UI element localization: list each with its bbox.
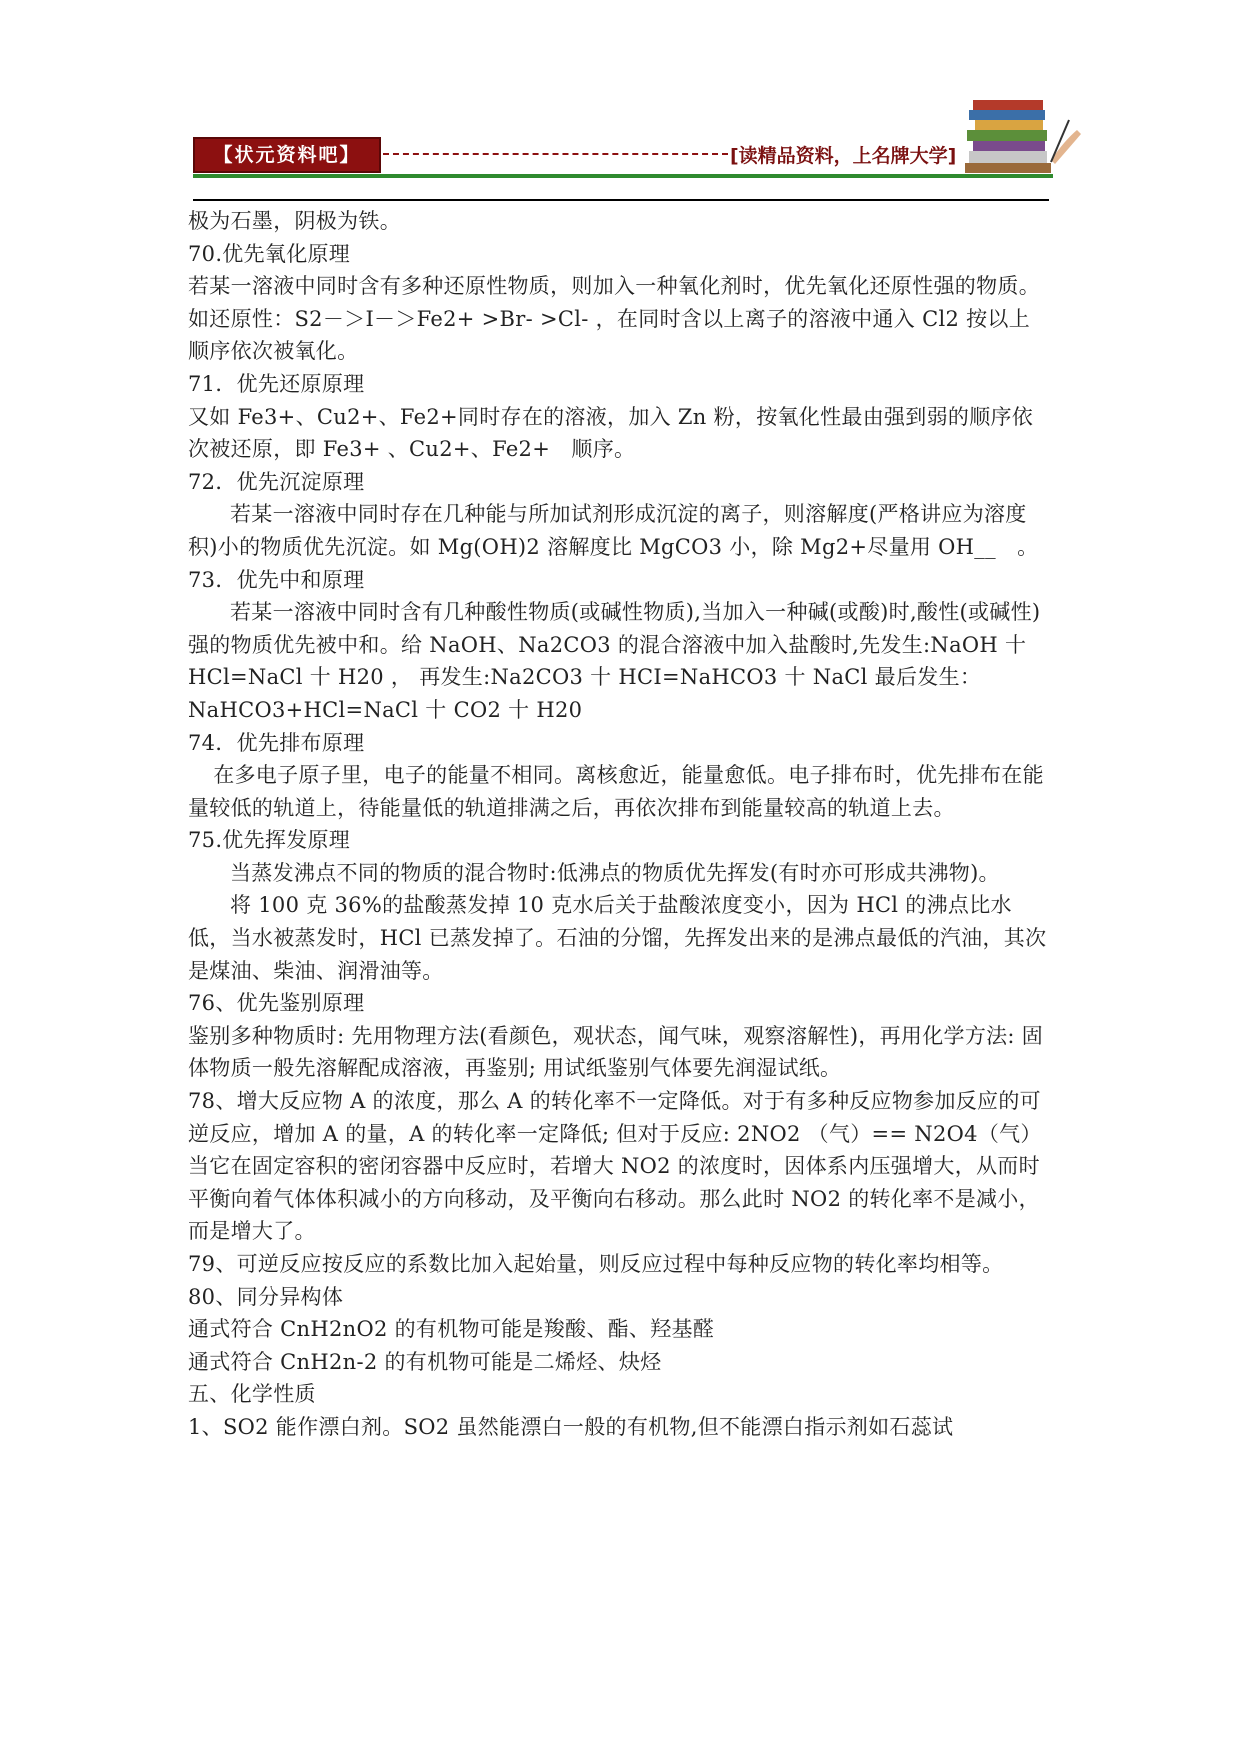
- section-heading: 70.优先氧化原理: [188, 241, 351, 266]
- text-line: 通式符合 CnH2nO2 的有机物可能是羧酸、酯、羟基醛: [188, 1317, 715, 1342]
- brand-logo: 【状元资料吧】: [193, 137, 381, 173]
- paragraph: 78、增大反应物 A 的浓度，那么 A 的转化率不一定降低。对于有多种反应物参加反应的可逆反应，增加 A 的量，A 的转化率一定降低; 但对于反应: 2NO2 （气）== N2O4（气）当它在固定容积的密闭容器中反应时，若增大 NO2 的浓度时，因体系内压强增大，从而时平衡向着气体体积减小的方向移动，及平衡向右移动。那么此时 NO2 的转化率不是减小，而是增大了。: [188, 1089, 1042, 1244]
- page-header: [0, 0, 1241, 205]
- document-body: [188, 205, 1048, 1444]
- paragraph: 若某一溶液中同时存在几种能与所加试剂形成沉淀的离子，则溶解度(严格讲应为溶度积)小的物质优先沉淀。如 Mg(OH)2 溶解度比 MgCO3 小，除 Mg2+尽量用 OH__ 。: [188, 502, 1039, 559]
- header-divider: [193, 199, 1049, 201]
- text-line: 通式符合 CnH2n-2 的有机物可能是二烯烃、炔烃: [188, 1349, 662, 1374]
- text-line: 1、SO2 能作漂白剂。SO2 虽然能漂白一般的有机物,但不能漂白指示剂如石蕊试: [188, 1414, 954, 1439]
- paragraph: 鉴别多种物质时: 先用物理方法(看颜色，观状态，闻气味，观察溶解性)，再用化学方法: 固体物质一般先溶解配成溶液，再鉴别; 用试纸鉴别气体要先润湿试纸。: [188, 1023, 1044, 1081]
- text-line: 极为石墨，阴极为铁。: [188, 209, 401, 233]
- paragraph: 79、可逆反应按反应的系数比加入起始量，则反应过程中每种反应物的转化率均相等。: [188, 1252, 1004, 1276]
- header-green-bar: [193, 174, 1053, 178]
- header-dashed-line: [383, 153, 728, 155]
- paragraph: 若某一溶液中同时含有几种酸性物质(或碱性物质),当加入一种碱(或酸)时,酸性(或碱性)强的物质优先被中和。给 NaOH、Na2CO3 的混合溶液中加入盐酸时,先发生:NaOH 十 HCl=NaCl 十 H20 ， 再发生:Na2CO3 十 HCI=NaHCO3 十 NaCl 最后发生：NaHCO3+HCl=NaCl 十 CO2 十 H20: [188, 600, 1041, 722]
- section-heading: 76、优先鉴别原理: [188, 991, 365, 1016]
- paragraph: 又如 Fe3+、Cu2+、Fe2+同时存在的溶液，加入 Zn 粉，按氧化性最由强到弱的顺序依次被还原，即 Fe3+ 、Cu2+、Fe2+ 顺序。: [188, 404, 1034, 462]
- paragraph: 当蒸发沸点不同的物质的混合物时:低沸点的物质优先挥发(有时亦可形成共沸物)。: [230, 860, 1000, 885]
- header-tagline: [读精品资料，上名牌大学]: [730, 145, 957, 167]
- section-heading: 74．优先排布原理: [188, 730, 365, 755]
- paragraph: 在多电子原子里，电子的能量不相同。离核愈近，能量愈低。电子排布时，优先排布在能量较低的轨道上，待能量低的轨道排满之后，再依次排布到能量较高的轨道上去。: [188, 763, 1044, 820]
- books-illustration-icon: [965, 90, 1085, 175]
- section-heading: 80、同分异构体: [188, 1284, 344, 1309]
- section-heading: 73．优先中和原理: [188, 567, 365, 592]
- section-heading: 71．优先还原原理: [188, 371, 365, 396]
- paragraph: 将 100 克 36%的盐酸蒸发掉 10 克水后关于盐酸浓度变小，因为 HCl 的沸点比水低，当水被蒸发时，HCl 已蒸发掉了。石油的分馏，先挥发出来的是沸点最低的汽油，其次是煤油、柴油、润滑油等。: [188, 893, 1047, 983]
- paragraph: 若某一溶液中同时含有多种还原性物质，则加入一种氧化剂时，优先氧化还原性强的物质。 如还原性：S2－＞I－＞Fe2+ >Br- >Cl- ，在同时含以上离子的溶液中通入 Cl2 按以上顺序依次被氧化。: [188, 274, 1040, 364]
- section-heading: 五、化学性质: [188, 1382, 316, 1407]
- section-heading: 75.优先挥发原理: [188, 828, 351, 853]
- section-heading: 72．优先沉淀原理: [188, 469, 365, 494]
